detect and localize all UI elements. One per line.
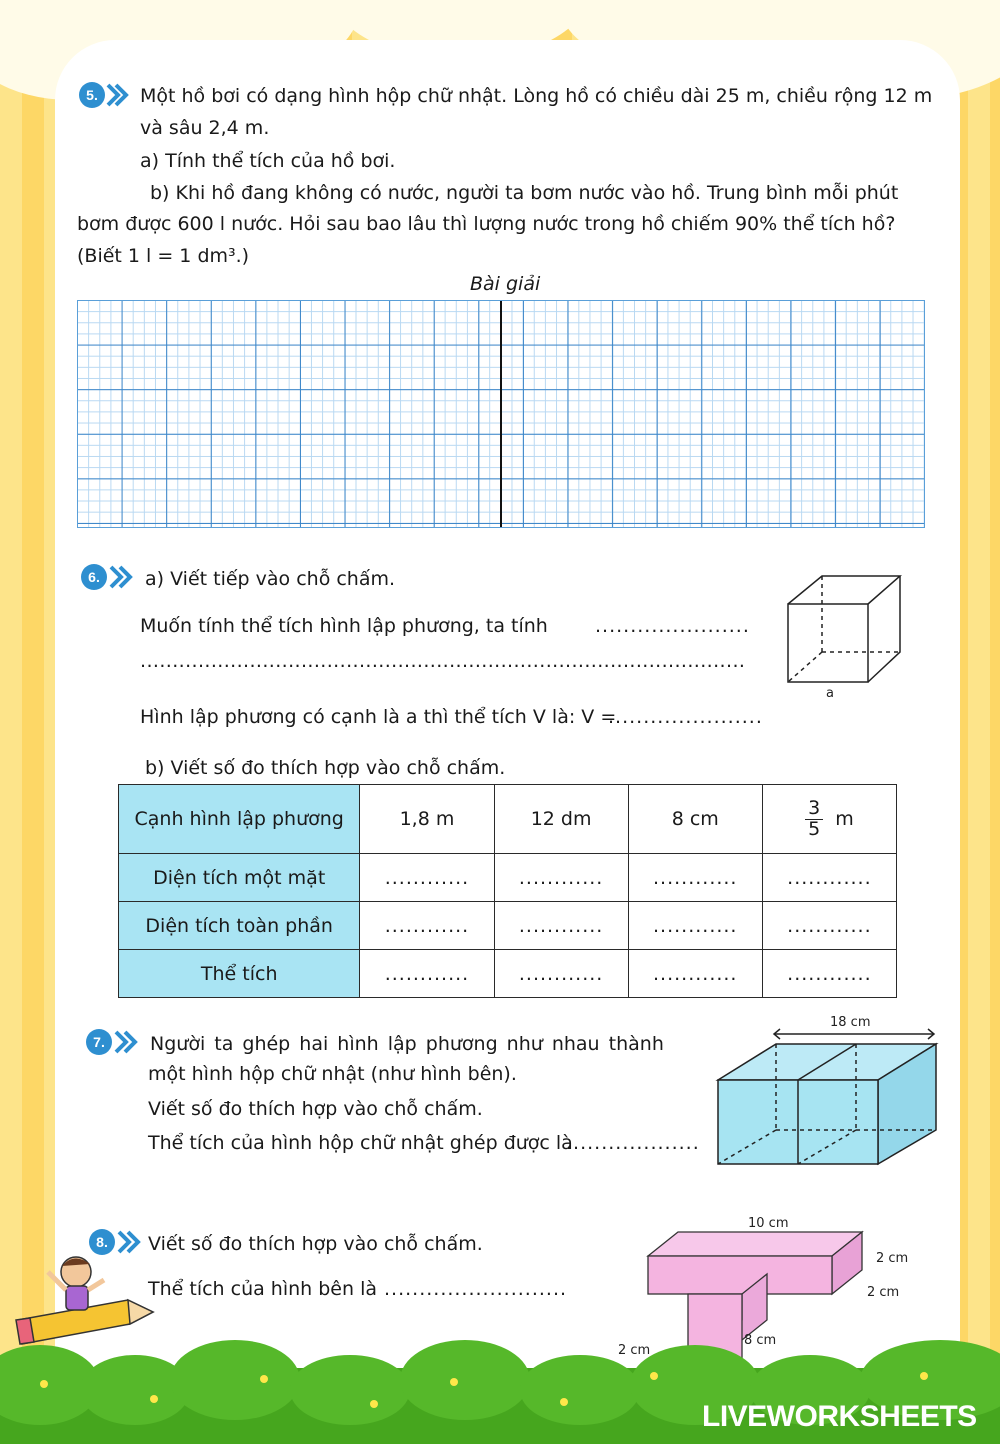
q5-part-b-line1: b) Khi hồ đang không có nước, người ta bơm nước vào hồ. Trung bình mỗi phút	[150, 182, 899, 204]
q5-line1: Một hồ bơi có dạng hình hộp chữ nhật. Lòng hồ có chiều dài 25 m, chiều rộng 12 m	[140, 85, 933, 107]
q7-line1: Người ta ghép hai hình lập phương như nhau thành	[150, 1033, 664, 1055]
dimension-2cm-left: 2 cm	[618, 1343, 651, 1358]
q8-line2: Thể tích của hình bên là	[148, 1278, 378, 1300]
q7-line4: Thể tích của hình hộp chữ nhật ghép được là	[148, 1132, 573, 1154]
q6-part-b-title: b) Viết số đo thích hợp vào chỗ chấm.	[145, 757, 506, 779]
table-header-cell: 8 cm	[628, 785, 762, 854]
two-cubes-figure	[712, 1012, 942, 1167]
q6-part-a-title: a) Viết tiếp vào chỗ chấm.	[145, 568, 396, 590]
dimension-18cm: 18 cm	[830, 1015, 871, 1030]
table-row-label: Thể tích	[119, 950, 360, 998]
fraction-denominator: 5	[808, 817, 821, 840]
flower-decoration	[920, 1372, 928, 1380]
dimension-2cm-right-bottom: 2 cm	[867, 1285, 900, 1300]
q7-line3: Viết số đo thích hợp vào chỗ chấm.	[148, 1098, 483, 1120]
dimension-2cm-right-top: 2 cm	[876, 1251, 909, 1266]
table-header-cell: 1,8 m	[360, 785, 494, 854]
table-row	[119, 854, 897, 902]
flower-decoration	[560, 1398, 568, 1406]
bush-decoration	[290, 1355, 410, 1425]
q7-answer-blank[interactable]: ...................	[566, 1132, 700, 1154]
flower-decoration	[370, 1400, 378, 1408]
table-answer-cell[interactable]: ............	[360, 854, 494, 902]
q5-part-b-line3: (Biết 1 l = 1 dm³.)	[77, 245, 250, 267]
table-row	[119, 902, 897, 950]
question-6-badge	[80, 563, 136, 591]
table-answer-cell[interactable]: ............	[628, 950, 762, 998]
q7-line2: một hình hộp chữ nhật (như hình bên).	[148, 1063, 517, 1085]
fraction	[805, 796, 823, 840]
svg-text:8.: 8.	[96, 1234, 108, 1250]
table-header-cell: 12 dm	[494, 785, 628, 854]
table-answer-cell[interactable]: ............	[762, 854, 896, 902]
table-answer-cell[interactable]: ............	[628, 902, 762, 950]
fraction-unit: m	[835, 807, 854, 830]
dimension-10cm: 10 cm	[748, 1216, 789, 1231]
flower-decoration	[450, 1378, 458, 1386]
fraction-numerator: 3	[805, 799, 823, 820]
table-header-cell-fraction	[762, 785, 896, 854]
table-answer-cell[interactable]: ............	[494, 854, 628, 902]
bush-decoration	[520, 1355, 640, 1425]
table-answer-cell[interactable]: ............	[628, 854, 762, 902]
question-7-badge	[85, 1028, 143, 1056]
solution-grid[interactable]	[77, 300, 925, 528]
flower-decoration	[40, 1380, 48, 1388]
liveworksheets-logo[interactable]: LIVEWORKSHEETS	[702, 1400, 977, 1433]
table-answer-cell[interactable]: ............	[762, 902, 896, 950]
q5-part-a: a) Tính thể tích của hồ bơi.	[140, 150, 396, 172]
q8-answer-blank[interactable]: ..........................	[384, 1278, 568, 1300]
svg-text:6.: 6.	[88, 569, 100, 585]
table-answer-cell[interactable]: ............	[762, 950, 896, 998]
t-shape-figure	[612, 1210, 912, 1370]
table-answer-cell[interactable]: ............	[360, 902, 494, 950]
q6-line3: Hình lập phương có cạnh là a thì thể tích V là: V =	[140, 706, 617, 728]
table-answer-cell[interactable]: ............	[360, 950, 494, 998]
solution-title: Bài giải	[470, 273, 541, 295]
svg-text:7.: 7.	[93, 1034, 105, 1050]
bush-decoration	[400, 1340, 530, 1420]
table-row	[119, 785, 897, 854]
flower-decoration	[650, 1372, 658, 1380]
bush-decoration	[170, 1340, 300, 1420]
q5-line2: và sâu 2,4 m.	[140, 117, 270, 139]
table-answer-cell[interactable]: ............	[494, 902, 628, 950]
cube-edge-label: a	[826, 686, 834, 700]
q6-answer-blank-2[interactable]: ..............................................................................................	[140, 650, 746, 672]
q6-answer-blank-1[interactable]: ......................	[595, 615, 750, 637]
table-row-label: Diện tích một mặt	[119, 854, 360, 902]
q5-part-b-line2: bơm được 600 l nước. Hỏi sau bao lâu thì lượng nước trong hồ chiếm 90% thể tích hồ?	[77, 213, 896, 235]
q6-answer-blank-v[interactable]: ......................	[608, 706, 763, 728]
svg-text:5.: 5.	[86, 87, 98, 103]
table-header-cell: Cạnh hình lập phương	[119, 785, 360, 854]
kid-on-pencil-illustration	[8, 1250, 158, 1360]
table-answer-cell[interactable]: ............	[494, 950, 628, 998]
grid-divider	[500, 301, 502, 527]
dimension-8cm: 8 cm	[744, 1333, 777, 1348]
cube-figure	[780, 572, 905, 700]
table-row	[119, 950, 897, 998]
table-row-label: Diện tích toàn phần	[119, 902, 360, 950]
flower-decoration	[260, 1375, 268, 1383]
cube-measurements-table	[118, 784, 897, 998]
question-5-badge	[78, 81, 130, 109]
q8-line1: Viết số đo thích hợp vào chỗ chấm.	[148, 1233, 483, 1255]
flower-decoration	[150, 1395, 158, 1403]
q6-line1: Muốn tính thể tích hình lập phương, ta tính	[140, 615, 548, 637]
